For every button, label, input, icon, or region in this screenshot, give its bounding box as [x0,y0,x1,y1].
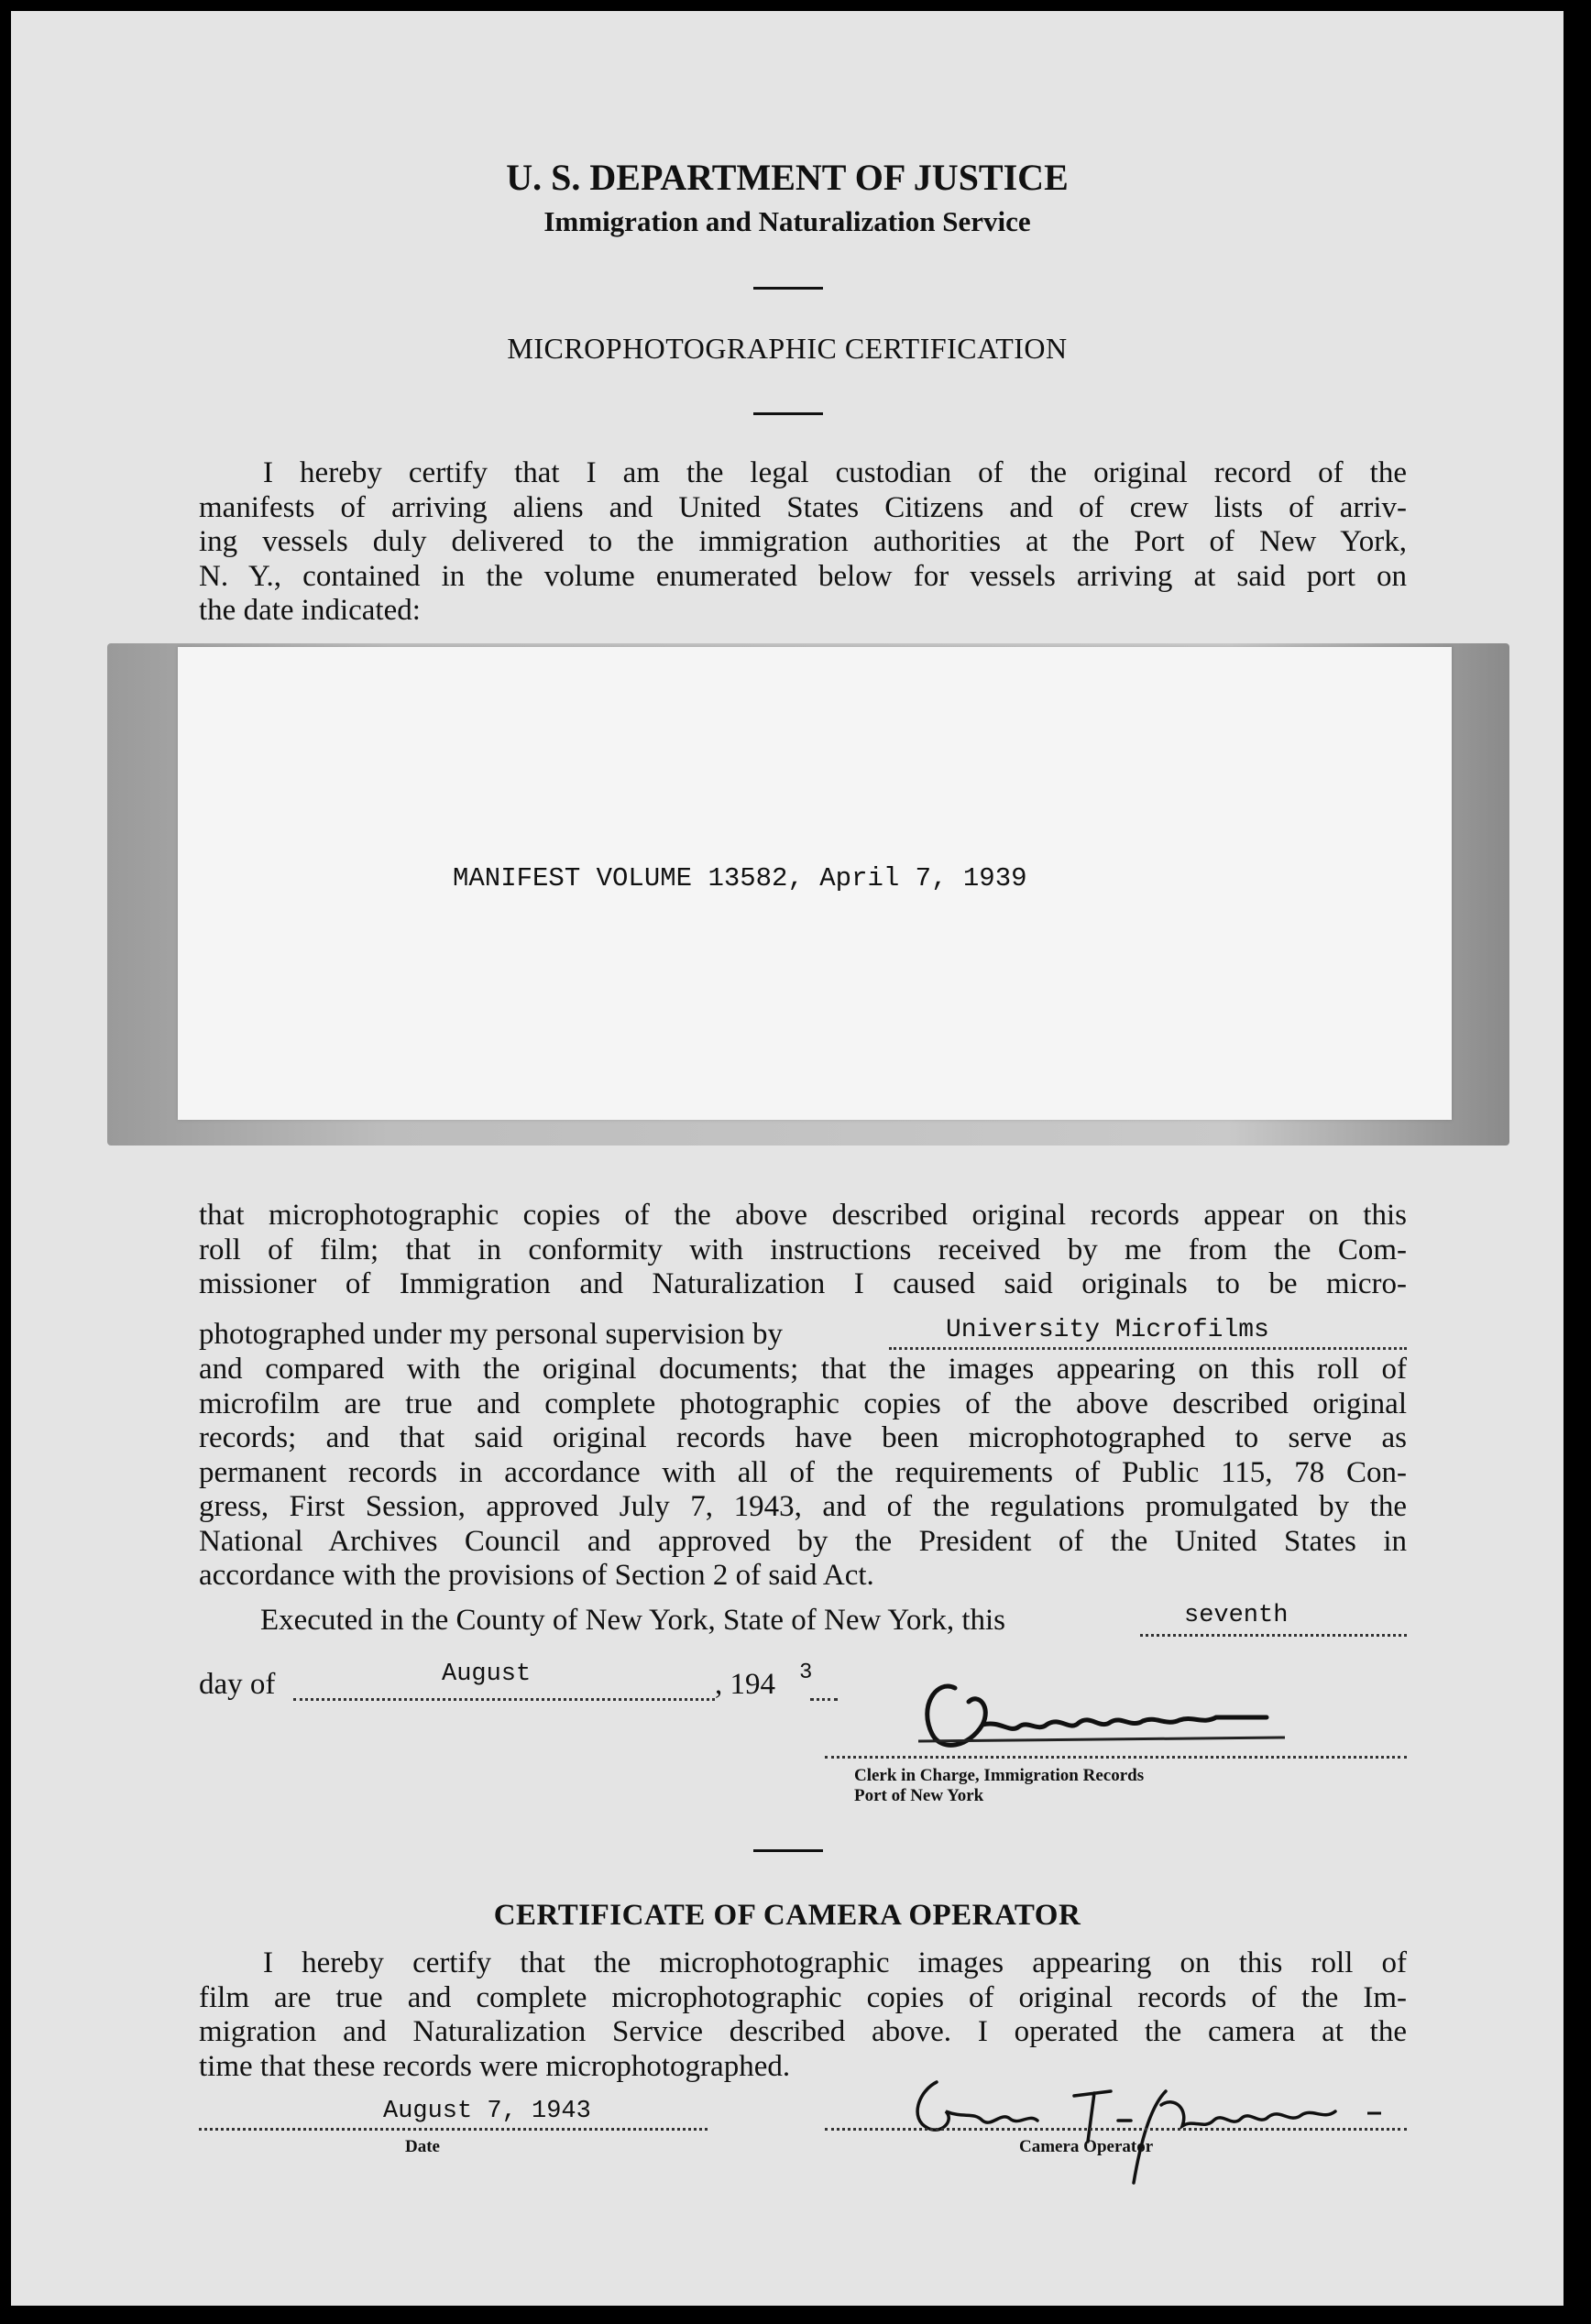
camera-section-title: CERTIFICATE OF CAMERA OPERATOR [493,1899,1081,1932]
camera-line: time that these records were microphotographed. [199,2049,791,2083]
intro-line: N. Y., contained in the volume enumerated below for vessels arriving at said port on [199,559,1407,593]
clerk-signature-line [825,1756,1407,1759]
intro-line: I hereby certify that I am the legal custodian of the original record of the [263,456,1407,489]
body-line: accordance with the provisions of Section 2 of said Act. [199,1559,874,1592]
divider [753,1849,823,1852]
body-line: gress, First Session, approved July 7, 1943, and of the regulations promulgated by the [199,1490,1407,1523]
date-dotted-line [199,2128,708,2131]
date-value: August 7, 1943 [383,2098,591,2125]
body-paragraph-top [199,1199,1407,1302]
supervision-dotted-line [889,1347,1407,1350]
camera-line: film are true and complete microphotographic copies of original records of the Im- [199,1980,1407,2014]
divider [753,412,823,415]
manifest-volume-text: MANIFEST VOLUME 13582, April 7, 1939 [453,863,1027,893]
intro-line: ing vessels duly delivered to the immigration authorities at the Port of New York, [199,525,1407,558]
camera-line: migration and Naturalization Service described above. I operated the camera at the [199,2015,1407,2048]
intro-line: manifests of arriving aliens and United States Citizens and of crew lists of arriv- [199,490,1407,524]
body-line: and compared with the original documents; that the images appearing on this roll of [199,1353,1407,1386]
body-line: records; and that said original records have been microphotographed to serve as [199,1421,1407,1454]
body-line: that microphotographic copies of the above described original records appear on this [199,1199,1407,1232]
operator-label: Camera Operator [1019,2137,1154,2156]
day-value: seventh [1184,1602,1289,1629]
supervision-value: University Microfilms [946,1316,1269,1344]
intro-paragraph [199,456,1407,629]
body-line: microfilm are true and complete photographic copies of the above described original [199,1387,1407,1420]
body-line: missioner of Immigration and Naturalization I caused said originals to be micro- [199,1267,1407,1300]
execution-text: Executed in the County of New York, State of New York, this [260,1604,1006,1637]
year-dotted-line [810,1698,838,1701]
year-digit: 3 [799,1661,813,1685]
operator-signature-line [825,2128,1407,2131]
camera-line: I hereby certify that the microphotographic images appearing on this roll of [263,1946,1407,1979]
day-of-label: day of [199,1668,276,1701]
divider [753,287,823,290]
intro-line: the date indicated: [199,594,421,627]
department-heading: U. S. DEPARTMENT OF JUSTICE [506,157,1069,198]
body-line: permanent records in accordance with all of the requirements of Public 115, 78 Con- [199,1455,1407,1489]
certificate-page [11,11,1564,2306]
manifest-card [178,647,1452,1120]
form-title: MICROPHOTOGRAPHIC CERTIFICATION [507,332,1068,365]
body-paragraph-bottom [199,1353,1407,1594]
clerk-location: Port of New York [854,1786,984,1805]
clerk-title: Clerk in Charge, Immigration Records [854,1766,1145,1785]
body-line: National Archives Council and approved by the President of the United States in [199,1524,1407,1558]
month-dotted-line [293,1698,715,1701]
month-value: August [442,1661,532,1688]
year-prefix: , 194 [715,1668,775,1701]
service-subheading: Immigration and Naturalization Service [543,205,1031,237]
supervision-prefix: photographed under my personal supervision by [199,1318,783,1351]
day-dotted-line [1140,1634,1407,1637]
date-label: Date [405,2137,440,2156]
body-line: roll of film; that in conformity with instructions received by me from the Com- [199,1233,1407,1266]
